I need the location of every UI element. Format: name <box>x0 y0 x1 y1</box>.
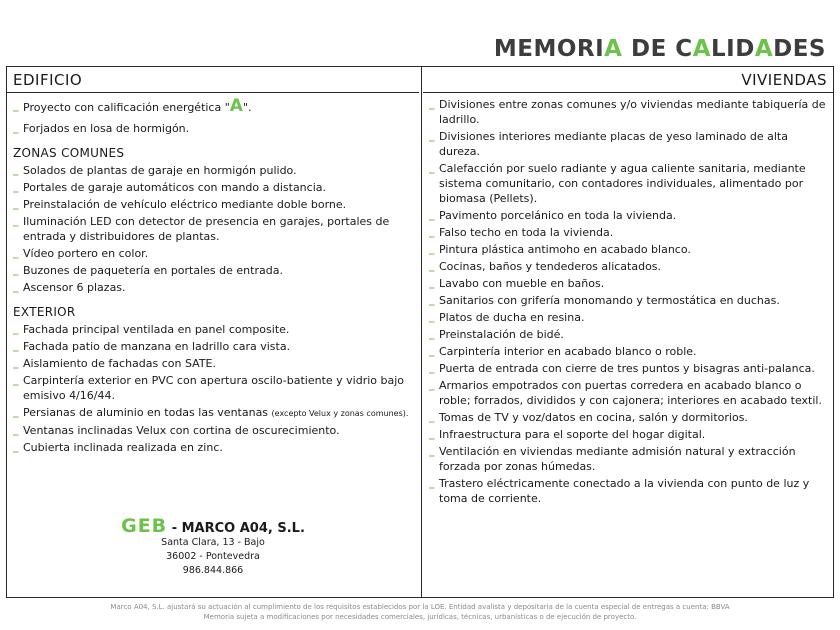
energy-rating-mark: A <box>229 96 243 116</box>
list-item-text: Lavabo con mueble en baños. <box>439 277 605 290</box>
list-item-text: Falso techo en toda la vivienda. <box>439 226 614 239</box>
list-item-text: Divisiones interiores mediante placas de yeso laminado de alta dureza. <box>439 130 788 158</box>
list-item <box>13 322 415 337</box>
title-accent-letter: A <box>692 36 711 62</box>
page-title <box>494 36 826 62</box>
list-item-text: Buzones de paquetería en portales de entrada. <box>23 264 283 277</box>
exterior-list <box>7 322 419 455</box>
title-part: MEMORI <box>493 36 605 62</box>
list-item-text: Divisiones entre zonas comunes y/o viviendas mediante tabiquería de ladrillo. <box>439 98 826 126</box>
viviendas-list <box>423 97 833 506</box>
company-address <box>7 536 419 578</box>
list-item-text: Fachada patio de manzana en ladrillo cara vista. <box>23 340 291 353</box>
list-item-text: Cubierta inclinada realizada en zinc. <box>23 441 223 454</box>
list-item <box>13 163 415 178</box>
list-item <box>13 246 415 261</box>
title-accent-letter: A <box>754 36 774 62</box>
list-item-text: Ascensor 6 plazas. <box>23 281 126 294</box>
list-item-text: Carpintería interior en acabado blanco o roble. <box>439 345 697 358</box>
list-item-text: Aislamiento de fachadas con SATE. <box>23 357 216 370</box>
list-item-text: Trastero eléctricamente conectado a la vivienda con punto de luz y toma de corriente. <box>439 477 810 505</box>
list-item <box>429 327 829 342</box>
list-item-text: Proyecto con calificación energética " <box>23 101 230 114</box>
edificio-intro-list <box>7 96 419 136</box>
list-item-text: Pavimento porcelánico en toda la vivienda. <box>439 209 677 222</box>
list-item <box>429 444 829 474</box>
list-item-text: ". <box>242 101 252 114</box>
list-item <box>429 378 829 408</box>
edificio-column <box>7 67 419 576</box>
list-item <box>13 373 415 403</box>
company-logo-line <box>7 515 419 537</box>
list-item-text: Vídeo portero en color. <box>23 247 149 260</box>
viviendas-column <box>423 67 833 508</box>
list-item-text: Ventanas inclinadas Velux con cortina de oscurecimiento. <box>23 424 340 437</box>
list-item <box>429 225 829 240</box>
list-item <box>13 121 415 136</box>
footer-line: Marco A04, S.L. ajustará su actuación al cumplimiento de los requisitos establecidos por la LOE. Entidad avalista y depositaria de la cuenta especial de entregas a cuenta: BBVA <box>110 603 730 611</box>
list-item <box>13 280 415 295</box>
zonas-comunes-heading: ZONAS COMUNES <box>13 146 125 160</box>
list-item-text: Iluminación LED con detector de presencia en garajes, portales de entrada y distribuidores de plantas. <box>23 215 390 243</box>
title-part: LID <box>711 36 755 62</box>
list-item <box>429 161 829 206</box>
company-block <box>7 515 419 578</box>
list-item <box>429 476 829 506</box>
list-item-text: Pintura plástica antimoho en acabado blanco. <box>439 243 691 256</box>
list-item <box>13 339 415 354</box>
list-item-text: Platos de ducha en resina. <box>439 311 585 324</box>
title-accent-letter: A <box>604 36 623 62</box>
list-item <box>429 276 829 291</box>
list-item <box>429 242 829 257</box>
list-item-note: (excepto Velux y zonas comunes). <box>271 409 409 418</box>
list-item <box>429 129 829 159</box>
phone-number: 986.844.866 <box>182 565 244 576</box>
company-logo: GEB <box>121 515 168 537</box>
list-item-text: Cocinas, baños y tendederos alicatados. <box>439 260 662 273</box>
list-item <box>13 440 415 455</box>
column-divider <box>421 67 422 597</box>
list-item <box>13 197 415 212</box>
list-item-text: Forjados en losa de hormigón. <box>23 122 190 135</box>
list-item-text: Preinstalación de bidé. <box>439 328 564 341</box>
address-line: 36002 - Pontevedra <box>166 551 260 562</box>
list-item-text: Solados de plantas de garaje en hormigón pulido. <box>23 164 297 177</box>
list-item-text: Preinstalación de vehículo eléctrico mediante doble borne. <box>23 198 347 211</box>
list-item-text: Persianas de aluminio en todas las ventanas <box>23 406 269 419</box>
list-item-text: Armarios empotrados con puertas corredera en acabado blanco o roble; forrados, divididos y con cajonera; interiores en acabado textil. <box>439 379 822 407</box>
list-item <box>13 423 415 438</box>
list-item <box>429 427 829 442</box>
footer-line: Memoria sujeta a modificaciones por necesidades comerciales, jurídicas, técnicas, urbanísticas o de ejecución de proyecto. <box>203 613 637 621</box>
list-item <box>429 361 829 376</box>
list-item <box>429 310 829 325</box>
company-name: - MARCO A04, S.L. <box>171 521 305 536</box>
footer-disclaimer <box>0 602 840 622</box>
list-item <box>429 293 829 308</box>
list-item <box>13 405 415 421</box>
list-item-text: Ventilación en viviendas mediante admisión natural y extracción forzada por zonas húmedas. <box>439 445 796 473</box>
title-part: DE C <box>622 36 693 62</box>
list-item <box>13 180 415 195</box>
exterior-heading: EXTERIOR <box>13 305 76 319</box>
list-item-text: Carpintería exterior en PVC con apertura oscilo-batiente y vidrio bajo emisivo 4/16/44. <box>23 374 405 402</box>
list-item <box>429 97 829 127</box>
zonas-comunes-list <box>7 163 419 295</box>
list-item-text: Tomas de TV y voz/datos en cocina, salón y dormitorios. <box>439 411 748 424</box>
list-item-text: Fachada principal ventilada en panel composite. <box>23 323 290 336</box>
address-line: Santa Clara, 13 - Bajo <box>161 537 265 548</box>
list-item <box>429 344 829 359</box>
list-item <box>429 208 829 223</box>
list-item <box>13 214 415 244</box>
list-item-text: Puerta de entrada con cierre de tres puntos y bisagras anti-palanca. <box>439 362 815 375</box>
specs-box <box>6 66 834 598</box>
list-item <box>13 96 415 116</box>
edificio-heading: EDIFICIO <box>7 67 419 93</box>
list-item-text: Portales de garaje automáticos con mando a distancia. <box>23 181 326 194</box>
viviendas-heading: VIVIENDAS <box>423 67 833 93</box>
list-item <box>13 263 415 278</box>
list-item-text: Sanitarios con grifería monomando y termostática en duchas. <box>439 294 780 307</box>
list-item <box>429 410 829 425</box>
list-item <box>13 356 415 371</box>
list-item-text: Calefacción por suelo radiante y agua caliente sanitaria, mediante sistema comunitario, con contadores individuales, alimentado por biomasa (Pellets). <box>439 162 806 205</box>
list-item <box>429 259 829 274</box>
title-part: DES <box>773 36 826 62</box>
list-item-text: Infraestructura para el soporte del hogar digital. <box>439 428 706 441</box>
